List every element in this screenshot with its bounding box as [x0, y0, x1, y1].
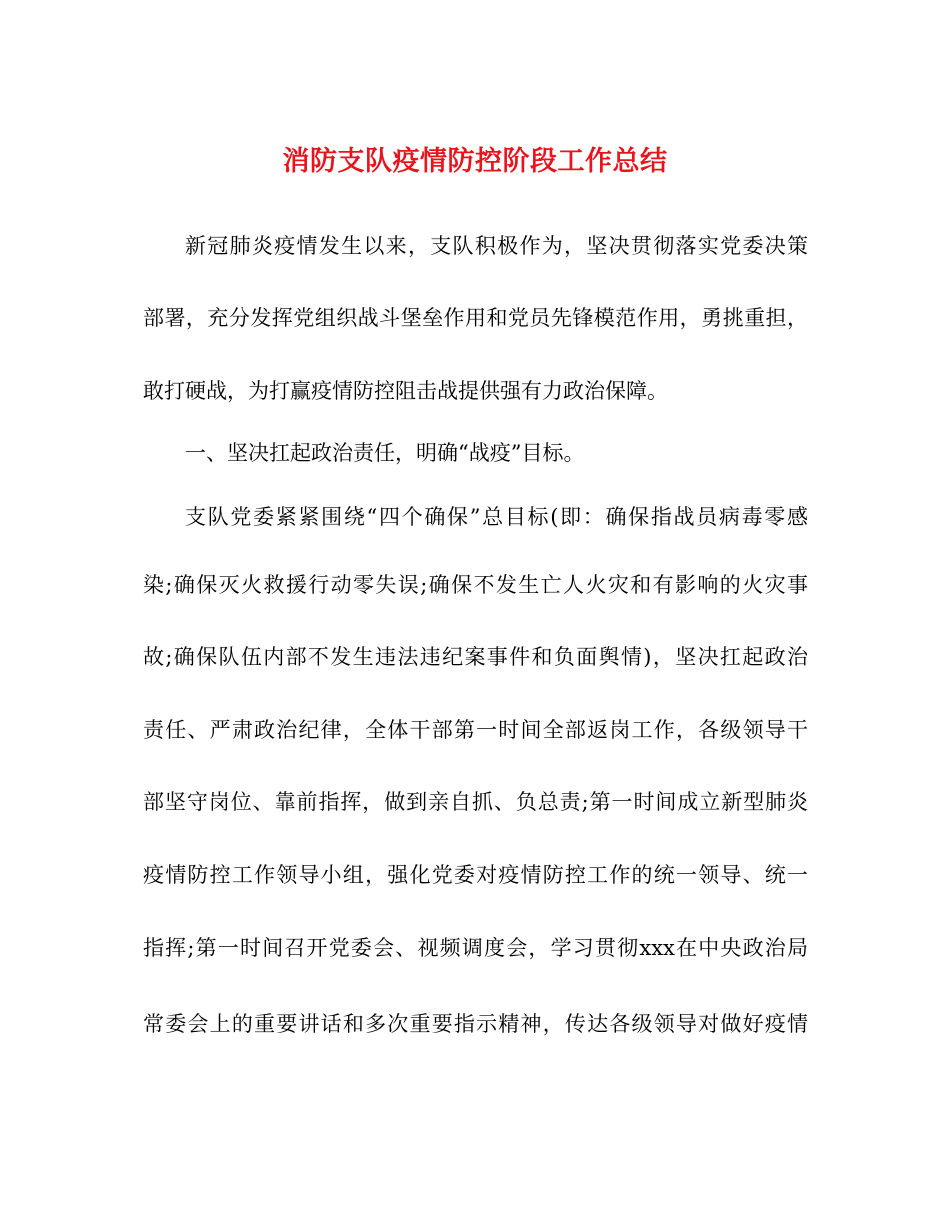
paragraph-line: 疫情防控工作领导小组，强化党委对疫情防控工作的统一领导、统一: [143, 863, 808, 887]
section-heading: 一、坚决扛起政治责任，明确“战疫”目标。: [185, 441, 585, 465]
paragraph-line: 责任、严肃政治纪律，全体干部第一时间全部返岗工作，各级领导干: [143, 718, 808, 742]
paragraph-line: 新冠肺炎疫情发生以来，支队积极作为，坚决贯彻落实党委决策: [185, 234, 808, 258]
paragraph-line: 支队党委紧紧围绕“四个确保”总目标(即：确保指战员病毒零感: [185, 505, 808, 529]
paragraph-line: 部坚守岗位、靠前指挥，做到亲自抓、负总责;第一时间成立新型肺炎: [143, 790, 808, 814]
document-title: 消防支队疫情防控阶段工作总结: [282, 146, 668, 177]
paragraph-line: 故;确保队伍内部不发生违法违纪案事件和负面舆情)，坚决扛起政治: [143, 645, 808, 669]
paragraph-line: 敢打硬战，为打赢疫情防控阻击战提供强有力政治保障。: [143, 379, 668, 403]
paragraph-line: 常委会上的重要讲话和多次重要指示精神，传达各级领导对做好疫情: [143, 1012, 808, 1036]
paragraph-line: 部署，充分发挥党组织战斗堡垒作用和党员先锋模范作用，勇挑重担，: [143, 306, 808, 330]
paragraph-line: 指挥;第一时间召开党委会、视频调度会，学习贯彻xxx在中央政治局: [143, 936, 808, 960]
paragraph-line: 染;确保灭火救援行动零失误;确保不发生亡人火灾和有影响的火灾事: [143, 573, 808, 597]
